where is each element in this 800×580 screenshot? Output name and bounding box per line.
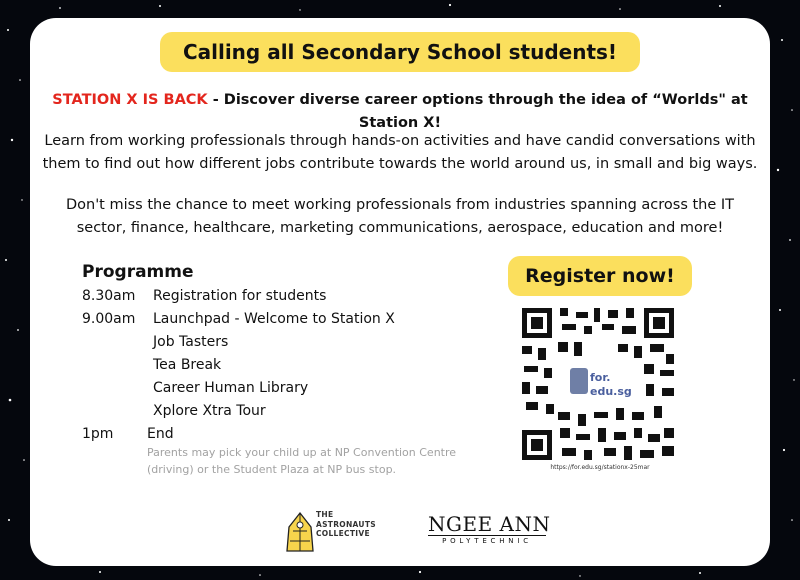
polytechnic-label: POLYTECHNIC: [428, 535, 546, 545]
pickup-note: Parents may pick your child up at NP Convention Centre (driving) or the Student Plaza at NP bus stop.: [147, 446, 457, 476]
programme-activity: Registration for students: [153, 288, 327, 304]
station-x-highlight: STATION X IS BACK: [52, 92, 208, 108]
description-paragraph: Learn from working professionals through hands-on activities and have candid conversations with them to find out how different jobs contribute towards the world around us, in small and big ways.: [42, 133, 758, 172]
flyer-card: [30, 18, 770, 566]
register-url[interactable]: https://for.edu.sg/stationx-25mar: [550, 464, 650, 471]
intro-text: - Discover diverse career options through the idea of “Worlds" at Station X!: [207, 92, 748, 131]
qr-logo-text: for.: [590, 371, 611, 384]
programme-time: 8.30am: [82, 288, 136, 304]
programme-activity: Job Tasters: [153, 334, 229, 350]
programme-activity: Xplore Xtra Tour: [153, 403, 266, 419]
programme-activity: Tea Break: [153, 357, 222, 373]
register-now-banner[interactable]: Register now!: [508, 256, 692, 296]
industries-paragraph: Don't miss the chance to meet working professionals from industries spanning across the IT sector, finance, healthcare, marketing communications, aerospace, education and more!: [65, 197, 735, 236]
astronauts-line: ASTRONAUTS: [316, 519, 376, 529]
ngee-ann-logo: NGEE ANN: [428, 512, 551, 536]
headline-banner: Calling all Secondary School students!: [160, 32, 640, 72]
programme-activity: End: [147, 426, 174, 442]
qr-code[interactable]: [522, 308, 674, 460]
astronauts-collective-wordmark: [316, 510, 376, 539]
book-icon: [570, 368, 588, 394]
programme-activity: Career Human Library: [153, 380, 309, 396]
astronauts-line: THE: [316, 510, 334, 519]
qr-logo-text: edu.sg: [590, 385, 632, 398]
programme-activity: Launchpad - Welcome to Station X: [153, 311, 395, 327]
intro-paragraph: [40, 89, 760, 135]
programme-time: 9.00am: [82, 311, 136, 327]
programme-time: 1pm: [82, 426, 114, 442]
astronauts-collective-logo-icon: [284, 511, 316, 555]
programme-title: Programme: [82, 262, 194, 282]
astronauts-line: COLLECTIVE: [316, 529, 370, 538]
